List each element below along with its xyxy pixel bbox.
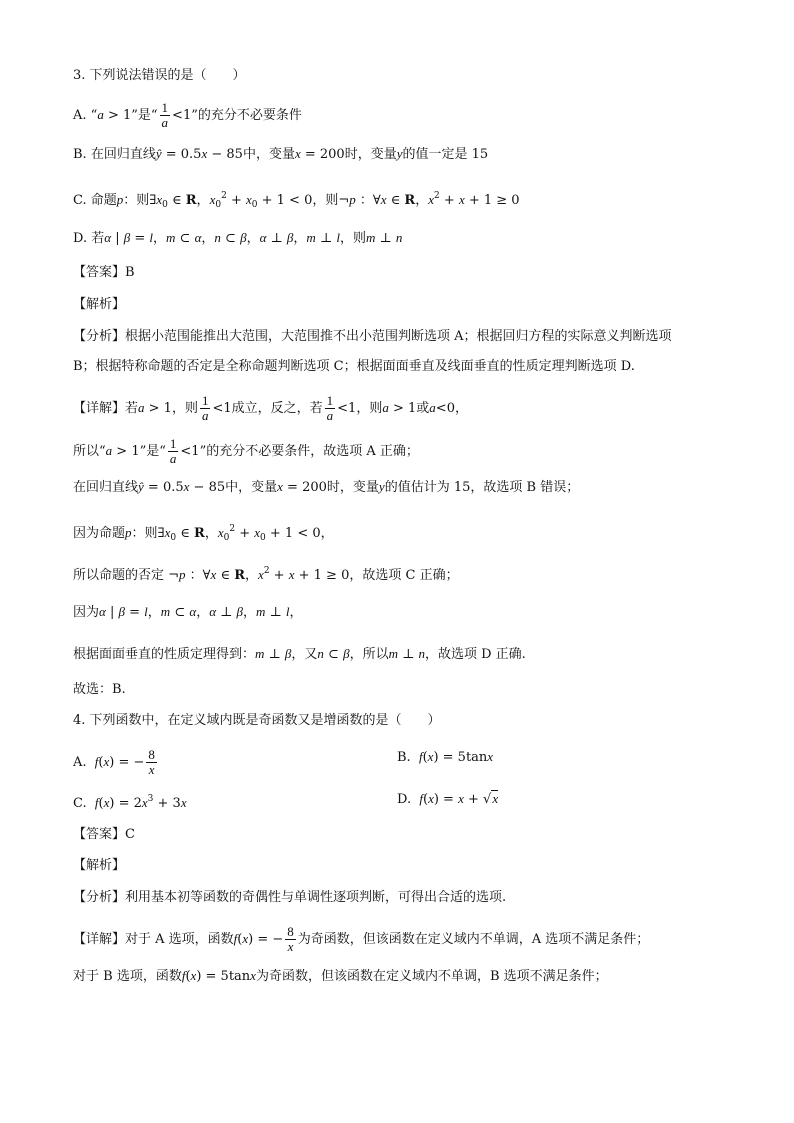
q3-answer: 【答案】B [73, 265, 135, 280]
q4-jiexi-heading: 【解析】 [73, 858, 126, 873]
q3-detail-line8: 故选：B. [73, 682, 126, 697]
q4-detail-line1: 【详解】对于 A 选项，函数f(x) = − $\frac{8}{x}$ 为奇函数，但该函数在定义域内不单调，A 选项不满足条件； [73, 924, 650, 954]
q4-option-d: D. f(x) = x + √x [397, 791, 499, 807]
q3-detail-line5: 所以命题的否定 ¬p ：∀x ∈ R，$x^2 + x + 1 \ge 0$，故选项 C 正确； [73, 566, 459, 583]
q4-stem: 4. 下列函数中，在定义域内既是奇函数又是增函数的是（ ） [73, 713, 441, 728]
q3-option-d: D. 若α | β = l，m ⊂ α，n ⊂ β，α ⊥ β，m ⊥ l，则m ⊥ n [73, 230, 403, 246]
q3-option-c: C. 命题p：则$\exists x_0$ ∈ R，$x_0^2 + x_0 + 1 < 0$，则¬p ：∀x ∈ R，$x^2 + x + 1 \ge 0$ [73, 191, 520, 210]
q3-detail-line7: 根据面面垂直的性质定理得到：m ⊥ β，又n ⊂ β，所以m ⊥ n，故选项 D 正确. [73, 646, 526, 662]
q3-detail-line3: 在回归直线ŷ = 0.5x − 85中，变量x = 200时，变量y的值估计为 15，故选项 B 错误； [73, 479, 580, 495]
q3-option-b: B. 在回归直线ŷ = 0.5x − 85中，变量x = 200时，变量y的值一定是 15 [73, 146, 489, 162]
q4-option-a: A. f(x) = − $\frac{8}{x}$ [73, 747, 155, 777]
q4-option-c: C. $f(x) = 2x^3 + 3x$ [73, 794, 187, 811]
q3-fenxi-line2: B；根据特称命题的否定是全称命题判断选项 C；根据面面垂直及线面垂直的性质定理判断选项 D. [73, 359, 635, 374]
q4-detail-line2: 对于 B 选项，函数f(x) = 5tanx为奇函数，但该函数在定义域内不单调，B 选项不满足条件； [73, 968, 608, 984]
q3-detail-line2: 所以“a > 1”是“ $\frac{1}{a}$ <1”的充分不必要条件，故选项 A 正确； [73, 436, 419, 466]
q3-fenxi-line1: 【分析】根据小范围能推出大范围，大范围推不出小范围判断选项 A；根据回归方程的实际意义判断选项 [73, 329, 672, 344]
q4-option-b: B. f(x) = 5tanx [397, 749, 494, 765]
q3-detail-line4: 因为命题p：则$\exists x_0$ ∈ R，$x_0^2 + x_0 + 1 < 0$， [73, 524, 334, 543]
q3-detail-line6: 因为α | β = l，m ⊂ α，α ⊥ β，m ⊥ l， [73, 604, 303, 620]
q3-jiexi-heading: 【解析】 [73, 297, 126, 312]
q3-detail-line1: 【详解】若a > 1，则 $\frac{1}{a}$ <1成立，反之，若 $\frac{1}{a}$ <1，则a > 1或a<0， [73, 393, 468, 423]
q4-fenxi: 【分析】利用基本初等函数的奇偶性与单调性逐项判断，可得出合适的选项. [73, 890, 507, 905]
q3-option-a: A. “a > 1”是“ $\frac{1}{a}$ <1”的充分不必要条件 [73, 100, 302, 130]
q3-stem: 3. 下列说法错误的是（ ） [73, 68, 246, 83]
q4-answer: 【答案】C [73, 827, 135, 842]
